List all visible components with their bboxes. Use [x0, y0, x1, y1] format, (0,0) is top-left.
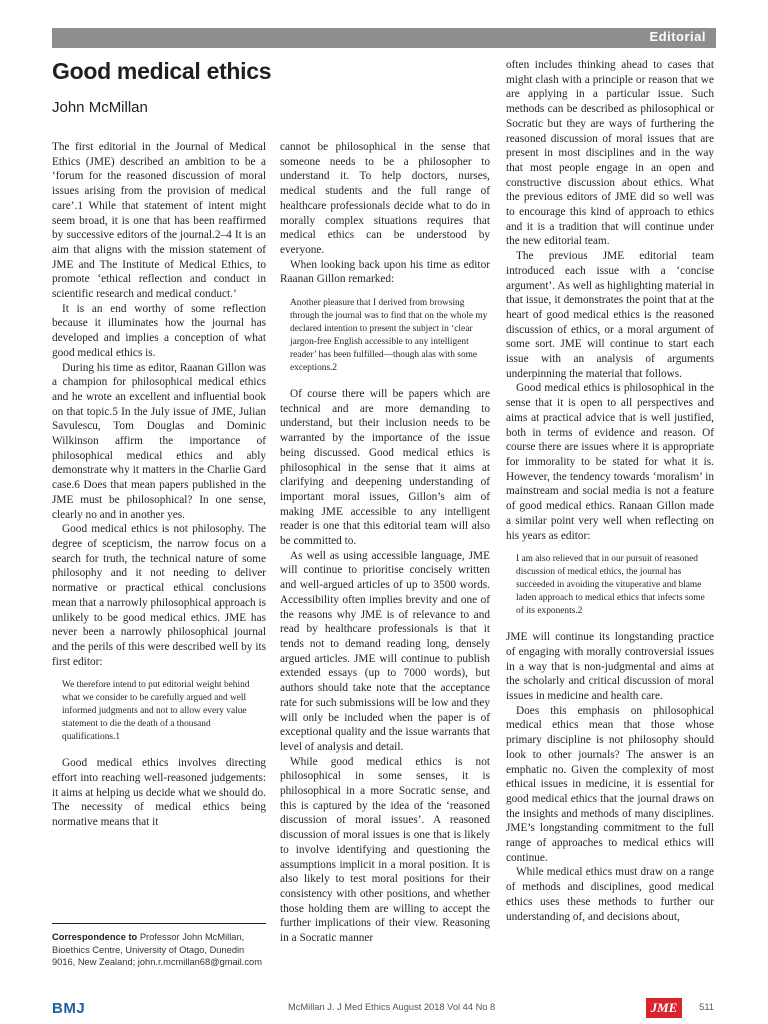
correspondence-label: Correspondence to	[52, 932, 138, 942]
paragraph: As well as using accessible language, JME will continue to prioritise concisely written and well-argued articles of up to 3500 words. Accessibility often implies brevity and one of the reasons why JME is of relevance to and read by healthcare professionals is that it tends not to demand reading long, densely argued articles. JME will continue to publish extended essays (up to 7000 words), but authors should take note that the acceptance rate for such submissions will be low and they will only be included when the paper is of exceptional quality and the issue warrants that level of analysis and detail.	[280, 549, 490, 753]
page-footer	[52, 998, 716, 1020]
paragraph: Good medical ethics involves directing effort into reaching well-reasoned judgements: it aims at helping us decide what we should do. The necessity of medical ethics being normative means that it	[52, 757, 266, 829]
paragraph: During his time as editor, Raanan Gillon was a champion for philosophical medical ethics and he wrote an excellent and influential book on that topic.5 In the July issue of JME, Julian Savulescu, Tom Douglas and Dominic Wilkinson affirm the importance of philosophical medical ethics and ably demonstrate why it matters in the Charlie Gard case.6 Does that mean papers published in the JME must be philosophical? In one sense, clearly no and in another yes.	[52, 361, 266, 521]
correspondence	[52, 923, 266, 969]
column-3	[506, 58, 714, 924]
paragraph: often includes thinking ahead to cases that might clash with a principle or reason that we are applying in a particular issue. Such methods can be described as philosophical or Socratic but they are ways of furthering the reasoned discussion of moral issues that are present in most disciplines and in the way that most people engage in an open and constructive discussion about ethics. What the previous editors of JME did so well was to encourage this kind of approach to ethics and it is a tradition that will continue under the new editorial team.	[506, 59, 714, 248]
block-quote: Another pleasure that I derived from browsing through the journal was to find that on the whole my declared intention to present the subject in ‘clear jargon-free English accessible to any intelligent reader’ has been fulfilled—though alas with some exceptions.2	[290, 298, 488, 374]
jme-logo: JME	[646, 998, 682, 1018]
paragraph: When looking back upon his time as editor Raanan Gillon remarked:	[280, 258, 490, 286]
paragraph: Of course there will be papers which are technical and are more demanding to understand, but their inclusion needs to be warranted by the importance of the issue being discussed. Good medical ethics is philosophical in the sense that it aims at clarifying and deepening understanding of important moral issues, Gillon’s aim of making JME accessible to any intelligent reader is one that this editorial team will also be committed to.	[280, 388, 490, 548]
column-1	[52, 140, 266, 830]
paragraph: Good medical ethics is not philosophy. The degree of scepticism, the narrow focus on a search for truth, the technical nature of some philosophy and it not needing to deliver normative or practical ethical conclusions mean that a narrowly philosophical approach is unlikely to be good medical ethics. JME has never been a narrowly philosophical journal and the perils of this were described well by its first editor:	[52, 523, 266, 668]
paragraph: The first editorial in the Journal of Medical Ethics (JME) described an ambition to be a ‘forum for the reasoned discussion of moral issues arising from the provision of medical care’.1 While that statement of intent might seem broad, it is one that has been reaffirmed by successive editors of the journal.2–4 It is an aim that aligns with the mission statement of JME and The Institute of Medical Ethics, to promote ‘ethical reflection and conduct in scientific research and medical conduct.’	[52, 141, 266, 301]
paragraph: JME will continue its longstanding practice of engaging with morally controversial issues in a way that is non-judgmental and aims at the scholarly and critical discussion of moral issues in medicine and health care.	[506, 631, 714, 703]
article-title: Good medical ethics	[52, 58, 272, 84]
paragraph: While medical ethics must draw on a range of methods and disciplines, good medical ethics uses these methods to further our understanding of, and decisions about,	[506, 866, 714, 923]
block-quote: We therefore intend to put editorial weight behind what we consider to be carefully argued and well informed judgments and not to allow every value statement to die the death of a thousand qualifications.1	[62, 680, 250, 743]
bmj-logo: BMJ	[52, 1000, 86, 1017]
column-2	[280, 140, 490, 946]
paragraph: Good medical ethics is philosophical in the sense that it is open to all perspectives and aims at practical advice that is well justified, both in terms of evidence and reason. Of course there are issues where it is appropriate for immorality to be stated for what it is. However, the tendency towards ‘moralism’ in mainstream and social media is not a feature of good medical ethics. Ranaan Gillon made a similar point very well when reflecting on his years as editor:	[506, 382, 714, 542]
paragraph: It is an end worthy of some reflection because it illuminates how the journal has developed and implies a conception of what good medical ethics is.	[52, 302, 266, 359]
article-author: John McMillan	[52, 99, 148, 116]
page-number: 511	[699, 1002, 714, 1012]
paragraph: cannot be philosophical in the sense that someone needs to be a philosopher to understand it. To help doctors, nurses, medical students and the full range of healthcare professionals decide what to do in morally complex situations requires that medical ethics can be understood by everyone.	[280, 141, 490, 256]
block-quote: I am also relieved that in our pursuit of reasoned discussion of medical ethics, the journal has succeeded in avoiding the vituperative and blame laden approach to medical ethics that infects some of its exponents.2	[516, 554, 705, 617]
correspondence-text: Professor John McMillan, Bioethics Centre, University of Otago, Dunedin 9016, New Zealand; john.r.mcmillan68@gmail.com	[52, 932, 262, 967]
citation: McMillan J. J Med Ethics August 2018 Vol 44 No 8	[288, 1002, 496, 1012]
paragraph: The previous JME editorial team introduced each issue with a ‘concise argument’. As well as highlighting material in that issue, it demonstrates the point that at the heart of good medical ethics is the reasoned discussion of ethics, or a moral argument of some sort. JME will continue to start each issue with an analysis of arguments underpinning the material that follows.	[506, 250, 714, 380]
section-bar	[52, 28, 716, 48]
section-label: Editorial	[649, 29, 706, 44]
paragraph: Does this emphasis on philosophical medical ethics mean that those whose primary discipline is not philosophy should look to other journals? The answer is an emphatic no. Given the complexity of most ethical issues in medicine, it is essential for good medical ethics that the journal draws on the insights and methods of many disciplines. JME’s longstanding commitment to the full range of approaches to medical ethics will continue.	[506, 704, 714, 864]
paragraph: While good medical ethics is not philosophical in some senses, it is philosophical in a more Socratic sense, and this is captured by the idea of the ‘reasoned discussion of moral issues’. A reasoned discussion of moral issues is one that is likely to involve identifying and questioning the assumptions implicit in a moral position. It is also likely to test moral positions for their consistency with other positions, and whether those holding them are willing to accept the further implications of their view. Reasoning in a Socratic manner	[280, 755, 490, 945]
